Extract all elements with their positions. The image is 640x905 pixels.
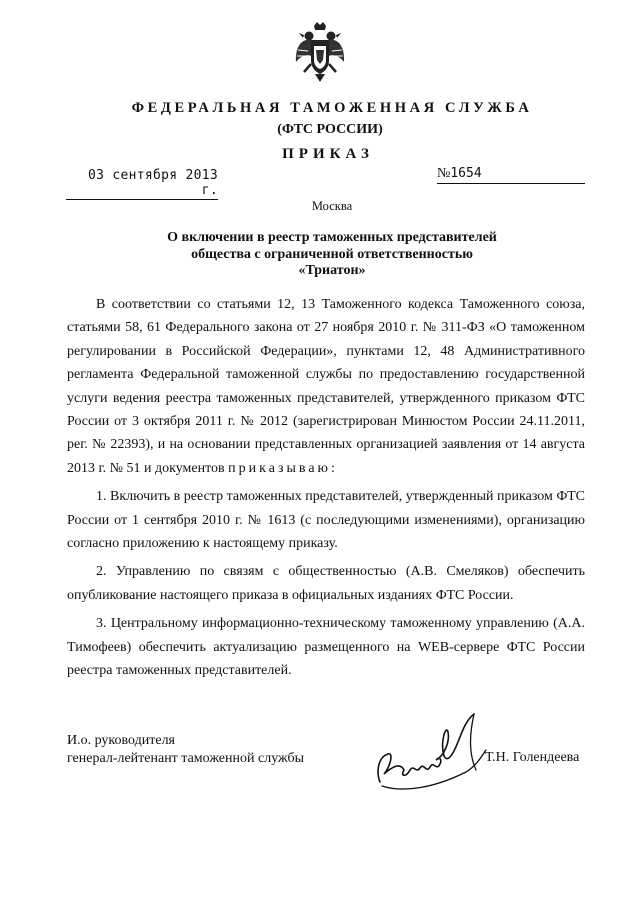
preamble-text: В соответствии со статьями 12, 13 Таможенного кодекса Таможенного союза, статьями 58, 61 Федерального закона от 27 ноября 2010 г. № 311-ФЗ «О таможенном регулировании в Российской Федерации», пунктами 12, 48 Административного регламента Федеральной таможенной службы по предоставлению государственной услуги ведения реестра таможенных представителей, утвержденного приказом ФТС России от 3 октября 2011 г. № 2012 (зарегистрирован Минюстом России 24.11.2011, рег. № 22393), и на основании представленных организацией заявления от 14 августа 2013 г. № 51 и документов bbox=[67, 297, 585, 476]
title-line: О включении в реестр таможенных представителей bbox=[167, 230, 497, 245]
handwritten-signature bbox=[370, 712, 500, 807]
order-item: 3. Центральному информационно-техническому таможенному управлению (А.А. Тимофеев) обеспечить актуализацию размещенного на WEB-сервере ФТС России реестра таможенных представителей. bbox=[67, 616, 585, 679]
agency-name: ФЕДЕРАЛЬНАЯ ТАМОЖЕННАЯ СЛУЖБА bbox=[131, 100, 533, 116]
number-sign: № bbox=[437, 166, 451, 181]
signatory-position bbox=[67, 732, 304, 768]
order-body bbox=[67, 293, 585, 683]
order-date: 03 сентября 2013 г. bbox=[66, 168, 218, 200]
agency-short-name: (ФТС РОССИИ) bbox=[277, 122, 383, 137]
signatory-name: Т.Н. Голендеева bbox=[485, 750, 580, 765]
order-item: 2. Управлению по связям с общественностью (А.В. Смеляков) обеспечить опубликование настоящего приказа в официальных изданиях ФТС России. bbox=[67, 564, 585, 603]
russian-coat-of-arms-icon bbox=[293, 20, 347, 86]
title-line: «Триатон» bbox=[298, 263, 366, 278]
order-item: 1. Включить в реестр таможенных представителей, утвержденный приказом ФТС России от 1 сентября 2010 г. № 1613 (с последующими изменениями), организацию согласно приложению к настоящему приказу. bbox=[67, 489, 585, 552]
order-word: приказываю: bbox=[228, 460, 338, 476]
preamble-paragraph bbox=[67, 293, 585, 480]
title-line: общества с ограниченной ответственностью bbox=[191, 246, 473, 262]
city: Москва bbox=[311, 199, 353, 213]
document-type: ПРИКАЗ bbox=[282, 146, 374, 162]
order-title bbox=[12, 230, 640, 280]
position-line: И.о. руководителя bbox=[67, 733, 176, 748]
position-line: генерал-лейтенант таможенной службы bbox=[67, 751, 305, 766]
order-number bbox=[437, 166, 585, 184]
number-value: 1654 bbox=[450, 166, 482, 181]
